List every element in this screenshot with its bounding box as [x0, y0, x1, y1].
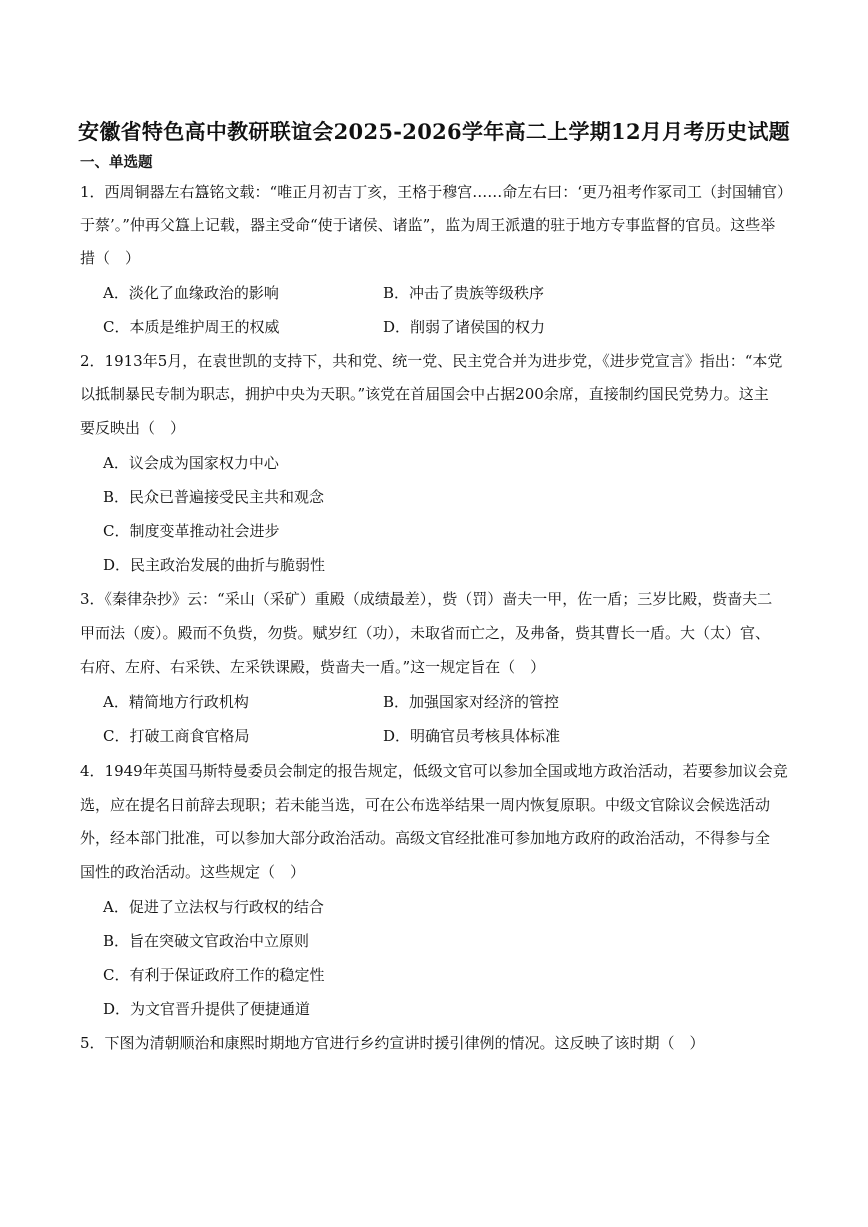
question-3-option-c: C．打破工商食官格局 — [103, 727, 250, 745]
question-1-option-b: B．冲击了贵族等级秩序 — [383, 284, 545, 302]
question-4-option-a: A．促进了立法权与行政权的结合 — [103, 898, 324, 916]
question-4-line-4: 国性的政治活动。这些规定（ ） — [80, 863, 306, 881]
question-2-line-1: 2．1913年5月，在袁世凯的支持下，共和党、统一党、民主党合并为进步党，《进步党宣言》指出：“本党 — [80, 352, 783, 370]
question-2-option-d: D．民主政治发展的曲折与脆弱性 — [103, 556, 326, 574]
section-heading: 一、单选题 — [80, 154, 153, 171]
question-4-line-3: 外，经本部门批准，可以参加大部分政治活动。高级文官经批准可参加地方政府的政治活动，不得参与全 — [80, 829, 771, 847]
question-2-option-c: C．制度变革推动社会进步 — [103, 522, 280, 540]
question-5-line-1: 5．下图为清朝顺治和康熙时期地方官进行乡约宣讲时援引律例的情况。这反映了该时期（ ） — [80, 1034, 705, 1052]
question-1-option-a: A．淡化了血缘政治的影响 — [103, 284, 279, 302]
question-1-option-d: D．削弱了诸侯国的权力 — [383, 318, 546, 336]
question-4-option-d: D．为文官晋升提供了便捷通道 — [103, 1000, 311, 1018]
document-title: 安徽省特色高中教研联谊会2025-2026学年高二上学期12月月考历史试题 — [78, 119, 790, 144]
question-2-line-2: 以抵制暴民专制为职志，拥护中央为天职。”该党在首届国会中占据200余席，直接制约国民党势力。这主 — [80, 385, 769, 403]
question-1-option-c: C．本质是维护周王的权威 — [103, 318, 280, 336]
question-2-line-3: 要反映出（ ） — [80, 419, 186, 437]
question-1-line-1: 1．西周铜器左右簋铭文载：“唯正月初吉丁亥，王格于穆宫……命左右曰：‘更乃祖考作冢司工（封国辅官） — [80, 183, 792, 201]
question-4-option-c: C．有利于保证政府工作的稳定性 — [103, 966, 325, 984]
question-4-option-b: B．旨在突破文官政治中立原则 — [103, 932, 310, 950]
question-4-line-1: 4．1949年英国马斯特曼委员会制定的报告规定，低级文官可以参加全国或地方政治活动，若要参加议会竞 — [80, 762, 788, 780]
question-1-line-3: 措（ ） — [80, 249, 141, 267]
question-3-option-b: B．加强国家对经济的管控 — [383, 693, 560, 711]
question-2-option-a: A．议会成为国家权力中心 — [103, 454, 279, 472]
question-3-line-2: 甲而法（废）。殿而不负赀，勿赀。赋岁红（功），未取省而亡之，及弗备，赀其曹长一盾。大（太）官、 — [80, 624, 771, 642]
question-4-line-2: 选，应在提名日前辞去现职；若未能当选，可在公布选举结果一周内恢复原职。中级文官除议会候选活动 — [80, 796, 771, 814]
question-2-option-b: B．民众已普遍接受民主共和观念 — [103, 488, 325, 506]
question-3-line-1: 3．《秦律杂抄》云：“采山（采矿）重殿（成绩最差），赀（罚）啬夫一甲，佐一盾；三岁比殿，赀啬夫二 — [80, 590, 773, 608]
question-1-line-2: 于蔡’。”仲再父簋上记载，器主受命“使于诸侯、诸监”，监为周王派遣的驻于地方专事监督的官员。这些举 — [80, 216, 776, 234]
question-3-option-a: A．精简地方行政机构 — [103, 693, 249, 711]
question-3-option-d: D．明确官员考核具体标准 — [383, 727, 561, 745]
question-3-line-3: 右府、左府、右采铁、左采铁课殿，赀啬夫一盾。”这一规定旨在（ ） — [80, 658, 546, 676]
